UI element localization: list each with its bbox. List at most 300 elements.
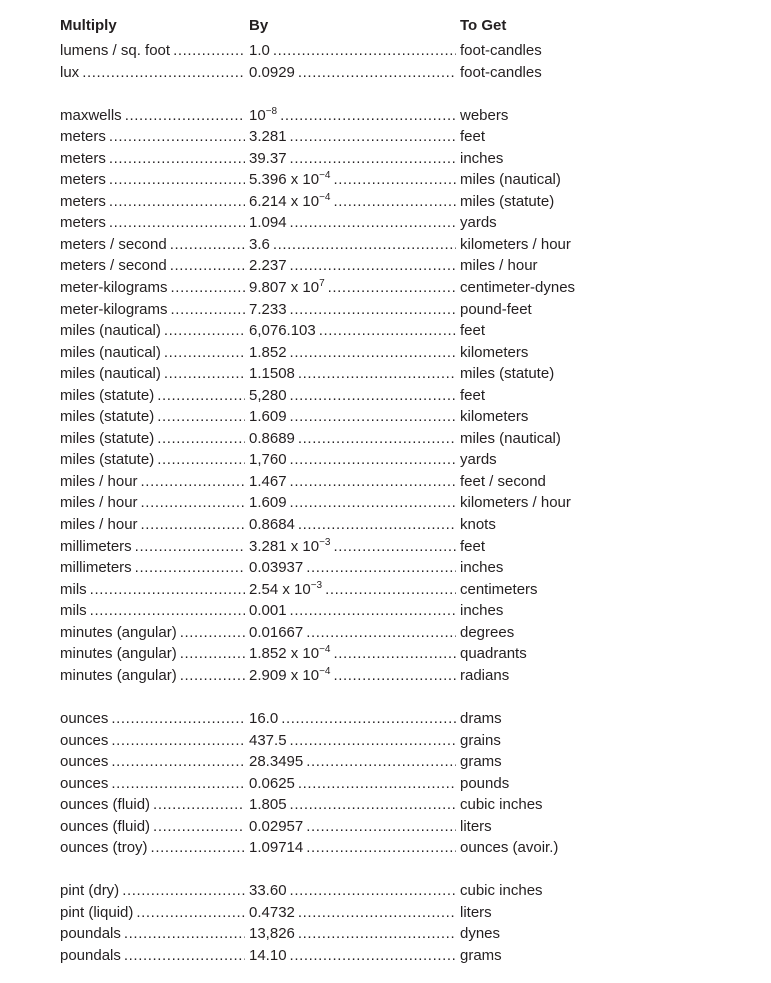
by-number: 0.01667 — [249, 623, 304, 641]
by-number: 0.4732 — [249, 903, 295, 921]
multiply-term: pint (liquid) — [60, 903, 134, 921]
conversion-table — [60, 15, 715, 967]
dot-leader — [306, 622, 456, 644]
dot-leader — [125, 105, 245, 127]
conversion-row — [60, 385, 715, 407]
dot-leader — [298, 773, 456, 795]
dot-leader — [319, 320, 456, 342]
by-cell — [249, 536, 460, 558]
by-value — [249, 428, 295, 450]
by-number: 7.233 — [249, 300, 287, 318]
by-cell — [249, 880, 460, 902]
by-cell — [249, 665, 460, 687]
dot-leader — [164, 342, 245, 364]
to-get-term: cubic inches — [460, 796, 543, 814]
conversion-row — [60, 536, 715, 558]
dot-leader — [333, 643, 456, 665]
conversion-row — [60, 837, 715, 859]
header-cell-by — [249, 15, 460, 37]
dot-leader — [333, 536, 456, 558]
dot-leader — [151, 837, 245, 859]
to-get-term: yards — [460, 214, 497, 232]
multiply-cell — [60, 471, 249, 493]
by-cell — [249, 816, 460, 838]
by-cell — [249, 277, 460, 299]
conversion-row — [60, 406, 715, 428]
dot-leader — [290, 212, 456, 234]
multiply-term: meters — [60, 192, 106, 210]
conversion-row — [60, 773, 715, 795]
by-cell — [249, 600, 460, 622]
by-value — [249, 730, 287, 752]
multiply-cell — [60, 600, 249, 622]
by-value — [249, 579, 322, 601]
by-cell — [249, 320, 460, 342]
by-number: 1.609 — [249, 408, 287, 426]
dot-leader — [298, 514, 456, 536]
conversion-row — [60, 299, 715, 321]
to-get-term: pound-feet — [460, 300, 532, 318]
multiply-term: meter-kilograms — [60, 300, 168, 318]
by-cell — [249, 837, 460, 859]
dot-leader — [298, 923, 456, 945]
to-get-term: liters — [460, 817, 492, 835]
conversion-row — [60, 255, 715, 277]
dot-leader — [273, 234, 456, 256]
by-number: 3.6 — [249, 235, 270, 253]
dot-leader — [153, 816, 245, 838]
multiply-term: poundals — [60, 925, 121, 943]
by-cell — [249, 622, 460, 644]
multiply-term: ounces (troy) — [60, 839, 148, 857]
by-cell — [249, 708, 460, 730]
by-cell — [249, 471, 460, 493]
multiply-cell — [60, 126, 249, 148]
multiply-term: ounces — [60, 709, 109, 727]
by-cell — [249, 579, 460, 601]
multiply-cell — [60, 385, 249, 407]
dot-leader — [109, 148, 245, 170]
dot-leader — [298, 363, 456, 385]
to-get-term: grains — [460, 731, 501, 749]
by-cell — [249, 234, 460, 256]
multiply-term: minutes (angular) — [60, 623, 177, 641]
by-cell — [249, 148, 460, 170]
multiply-term: miles (statute) — [60, 386, 155, 404]
multiply-cell — [60, 536, 249, 558]
section-gap — [60, 83, 715, 105]
dot-leader — [109, 126, 245, 148]
multiply-term: maxwells — [60, 106, 122, 124]
dot-leader — [141, 492, 245, 514]
by-value — [249, 643, 330, 665]
conversion-row — [60, 105, 715, 127]
header-by-label: By — [249, 17, 269, 34]
dot-leader — [333, 191, 456, 213]
multiply-term: miles / hour — [60, 472, 138, 490]
dot-leader — [157, 406, 245, 428]
multiply-cell — [60, 40, 249, 62]
dot-leader — [180, 665, 245, 687]
to-get-term: liters — [460, 903, 492, 921]
dot-leader — [290, 471, 456, 493]
conversion-row — [60, 40, 715, 62]
to-get-term: feet — [460, 322, 486, 340]
by-number: 14.10 — [249, 946, 287, 964]
conversion-row — [60, 169, 715, 191]
by-number: 0.03937 — [249, 559, 304, 577]
dot-leader — [109, 212, 245, 234]
dot-leader — [122, 880, 245, 902]
header-multiply-label: Multiply — [60, 17, 117, 34]
conversion-row — [60, 449, 715, 471]
to-get-term: kilometers — [460, 343, 529, 361]
multiply-cell — [60, 320, 249, 342]
multiply-term: millimeters — [60, 559, 132, 577]
by-cell — [249, 105, 460, 127]
to-get-term: yards — [460, 451, 497, 469]
multiply-term: ounces — [60, 753, 109, 771]
by-cell — [249, 449, 460, 471]
multiply-cell — [60, 191, 249, 213]
by-number: 1.0 — [249, 42, 270, 59]
to-get-term: pounds — [460, 774, 510, 792]
by-cell — [249, 406, 460, 428]
conversion-row — [60, 471, 715, 493]
dot-leader — [290, 255, 456, 277]
multiply-term: meters / second — [60, 235, 167, 253]
to-get-term: foot-candles — [460, 63, 542, 81]
by-number: 1.852 x 10 — [249, 645, 320, 663]
dot-leader — [141, 471, 245, 493]
conversion-row — [60, 708, 715, 730]
to-get-term: inches — [460, 559, 504, 577]
to-get-term: cubic inches — [460, 882, 543, 900]
dot-leader — [153, 794, 245, 816]
dot-leader — [306, 837, 456, 859]
by-number: 39.37 — [249, 149, 287, 167]
exponent: −4 — [319, 665, 331, 677]
multiply-cell — [60, 148, 249, 170]
multiply-cell — [60, 708, 249, 730]
by-number: 3.281 — [249, 128, 287, 146]
by-number: 1.609 — [249, 494, 287, 512]
dot-leader — [124, 923, 245, 945]
dot-leader — [109, 169, 245, 191]
dot-leader — [164, 363, 245, 385]
by-number: 437.5 — [249, 731, 287, 749]
dot-leader — [290, 299, 456, 321]
dot-leader — [136, 902, 245, 924]
multiply-cell — [60, 406, 249, 428]
dot-leader — [290, 342, 456, 364]
by-value — [249, 773, 295, 795]
by-number: 1.1508 — [249, 365, 295, 383]
by-cell — [249, 62, 460, 84]
by-number: 16.0 — [249, 709, 279, 727]
dot-leader — [290, 730, 456, 752]
multiply-cell — [60, 579, 249, 601]
by-value — [249, 212, 287, 234]
multiply-term: meters / second — [60, 257, 167, 275]
multiply-cell — [60, 902, 249, 924]
conversion-row — [60, 622, 715, 644]
by-number: 5,280 — [249, 386, 287, 404]
dot-leader — [280, 105, 456, 127]
multiply-term: ounces (fluid) — [60, 817, 151, 835]
multiply-cell — [60, 62, 249, 84]
multiply-cell — [60, 105, 249, 127]
by-number: 28.3495 — [249, 753, 304, 771]
multiply-cell — [60, 794, 249, 816]
conversion-row — [60, 665, 715, 687]
by-value — [249, 406, 287, 428]
by-value — [249, 126, 287, 148]
dot-leader — [290, 126, 456, 148]
multiply-term: miles (statute) — [60, 429, 155, 447]
by-number: 0.001 — [249, 602, 287, 620]
by-number: 9.807 x 10 — [249, 279, 320, 297]
by-number: 0.02957 — [249, 817, 304, 835]
by-number: 2.909 x 10 — [249, 666, 320, 684]
by-value — [249, 40, 270, 62]
multiply-cell — [60, 751, 249, 773]
dot-leader — [157, 449, 245, 471]
dot-leader — [157, 428, 245, 450]
dot-leader — [290, 945, 456, 967]
by-cell — [249, 40, 460, 62]
dot-leader — [124, 945, 245, 967]
dot-leader — [180, 622, 245, 644]
exponent: −3 — [310, 579, 323, 591]
dot-leader — [90, 579, 245, 601]
multiply-cell — [60, 880, 249, 902]
multiply-term: mils — [60, 602, 87, 620]
by-value — [249, 234, 270, 256]
multiply-term: meter-kilograms — [60, 279, 168, 297]
by-value — [249, 191, 330, 213]
by-cell — [249, 945, 460, 967]
to-get-term: miles (nautical) — [460, 171, 561, 189]
multiply-cell — [60, 492, 249, 514]
dot-leader — [170, 255, 245, 277]
dot-leader — [290, 600, 456, 622]
multiply-cell — [60, 299, 249, 321]
by-cell — [249, 299, 460, 321]
multiply-term: miles (statute) — [60, 408, 155, 426]
dot-leader — [135, 536, 245, 558]
by-value — [249, 945, 287, 967]
multiply-cell — [60, 514, 249, 536]
exponent: −8 — [265, 105, 278, 117]
by-value — [249, 665, 330, 687]
by-value — [249, 471, 287, 493]
to-get-term: webers — [460, 106, 509, 124]
to-get-term: knots — [460, 516, 496, 534]
to-get-term: grams — [460, 946, 502, 964]
by-number: 33.60 — [249, 882, 287, 900]
by-value — [249, 751, 303, 773]
multiply-term: meters — [60, 128, 106, 146]
multiply-cell — [60, 557, 249, 579]
dot-leader — [111, 730, 245, 752]
multiply-term: meters — [60, 171, 106, 189]
dot-leader — [164, 320, 245, 342]
by-value — [249, 105, 277, 127]
conversion-row — [60, 751, 715, 773]
dot-leader — [281, 708, 456, 730]
multiply-cell — [60, 342, 249, 364]
multiply-cell — [60, 945, 249, 967]
by-value — [249, 255, 287, 277]
multiply-cell — [60, 622, 249, 644]
exponent: −4 — [319, 170, 331, 182]
by-cell — [249, 514, 460, 536]
by-value — [249, 169, 330, 191]
by-number: 10 — [249, 106, 266, 124]
by-number: 6,076.103 — [249, 322, 316, 340]
by-number: 6.214 x 10 — [249, 192, 320, 210]
dot-leader — [290, 794, 456, 816]
multiply-cell — [60, 730, 249, 752]
conversion-row — [60, 363, 715, 385]
to-get-term: kilometers / hour — [460, 235, 571, 253]
to-get-term: miles (nautical) — [460, 429, 561, 447]
to-get-term: grams — [460, 753, 502, 771]
to-get-term: quadrants — [460, 645, 527, 663]
by-cell — [249, 751, 460, 773]
multiply-term: pint (dry) — [60, 882, 120, 900]
by-number: 1.467 — [249, 472, 287, 490]
to-get-term: feet — [460, 128, 486, 146]
by-cell — [249, 428, 460, 450]
dot-leader — [111, 708, 245, 730]
by-cell — [249, 385, 460, 407]
conversion-row — [60, 148, 715, 170]
multiply-term: lux — [60, 63, 80, 81]
conversion-row — [60, 794, 715, 816]
by-value — [249, 277, 325, 299]
multiply-cell — [60, 665, 249, 687]
dot-leader — [171, 299, 245, 321]
by-cell — [249, 191, 460, 213]
to-get-term: feet — [460, 537, 486, 555]
conversion-row — [60, 923, 715, 945]
conversion-row — [60, 514, 715, 536]
by-number: 2.237 — [249, 257, 287, 275]
multiply-cell — [60, 643, 249, 665]
dot-leader — [273, 40, 456, 62]
by-value — [249, 320, 316, 342]
by-number: 1.094 — [249, 214, 287, 232]
by-value — [249, 62, 295, 84]
dot-leader — [157, 385, 245, 407]
conversion-row — [60, 492, 715, 514]
by-value — [249, 299, 287, 321]
dot-leader — [290, 148, 456, 170]
by-cell — [249, 557, 460, 579]
multiply-term: miles / hour — [60, 494, 138, 512]
dot-leader — [135, 557, 245, 579]
by-number: 1.09714 — [249, 839, 304, 857]
by-cell — [249, 730, 460, 752]
multiply-term: ounces (fluid) — [60, 796, 151, 814]
to-get-term: inches — [460, 149, 504, 167]
dot-leader — [82, 62, 245, 84]
by-value — [249, 449, 287, 471]
dot-leader — [333, 665, 456, 687]
by-number: 13,826 — [249, 925, 295, 943]
to-get-term: degrees — [460, 623, 515, 641]
exponent: 7 — [319, 278, 325, 290]
by-cell — [249, 363, 460, 385]
by-number: 0.8689 — [249, 429, 295, 447]
by-cell — [249, 169, 460, 191]
conversion-row — [60, 342, 715, 364]
multiply-term: minutes (angular) — [60, 666, 177, 684]
dot-leader — [171, 277, 245, 299]
conversion-row — [60, 816, 715, 838]
conversion-row — [60, 600, 715, 622]
section-gap — [60, 686, 715, 708]
by-value — [249, 557, 303, 579]
conversion-row — [60, 212, 715, 234]
dot-leader — [173, 40, 245, 62]
by-cell — [249, 342, 460, 364]
by-value — [249, 148, 287, 170]
by-cell — [249, 902, 460, 924]
multiply-term: meters — [60, 214, 106, 232]
conversion-row — [60, 579, 715, 601]
to-get-term: drams — [460, 709, 502, 727]
to-get-term: inches — [460, 602, 504, 620]
multiply-term: miles (statute) — [60, 451, 155, 469]
multiply-term: lumens / sq. foot — [60, 42, 171, 59]
multiply-term: millimeters — [60, 537, 132, 555]
to-get-term: miles (statute) — [460, 192, 555, 210]
to-get-term: miles (statute) — [460, 365, 555, 383]
dot-leader — [306, 751, 456, 773]
conversion-row — [60, 277, 715, 299]
dot-leader — [306, 816, 456, 838]
to-get-term: centimeters — [460, 580, 538, 598]
dot-leader — [111, 773, 245, 795]
multiply-term: miles (nautical) — [60, 365, 161, 383]
by-number: 0.8684 — [249, 516, 295, 534]
multiply-cell — [60, 449, 249, 471]
dot-leader — [290, 880, 456, 902]
dot-leader — [90, 600, 245, 622]
by-value — [249, 536, 330, 558]
multiply-term: ounces — [60, 731, 109, 749]
multiply-cell — [60, 816, 249, 838]
multiply-term: mils — [60, 580, 87, 598]
section-gap — [60, 859, 715, 881]
exponent: −4 — [319, 191, 331, 203]
multiply-term: miles (nautical) — [60, 322, 161, 340]
by-cell — [249, 794, 460, 816]
multiply-cell — [60, 923, 249, 945]
multiply-term: meters — [60, 149, 106, 167]
multiply-cell — [60, 212, 249, 234]
to-get-term: feet — [460, 386, 486, 404]
conversion-row — [60, 902, 715, 924]
by-value — [249, 923, 295, 945]
dot-leader — [180, 643, 245, 665]
dot-leader — [290, 385, 456, 407]
multiply-term: poundals — [60, 946, 121, 964]
conversion-row — [60, 126, 715, 148]
